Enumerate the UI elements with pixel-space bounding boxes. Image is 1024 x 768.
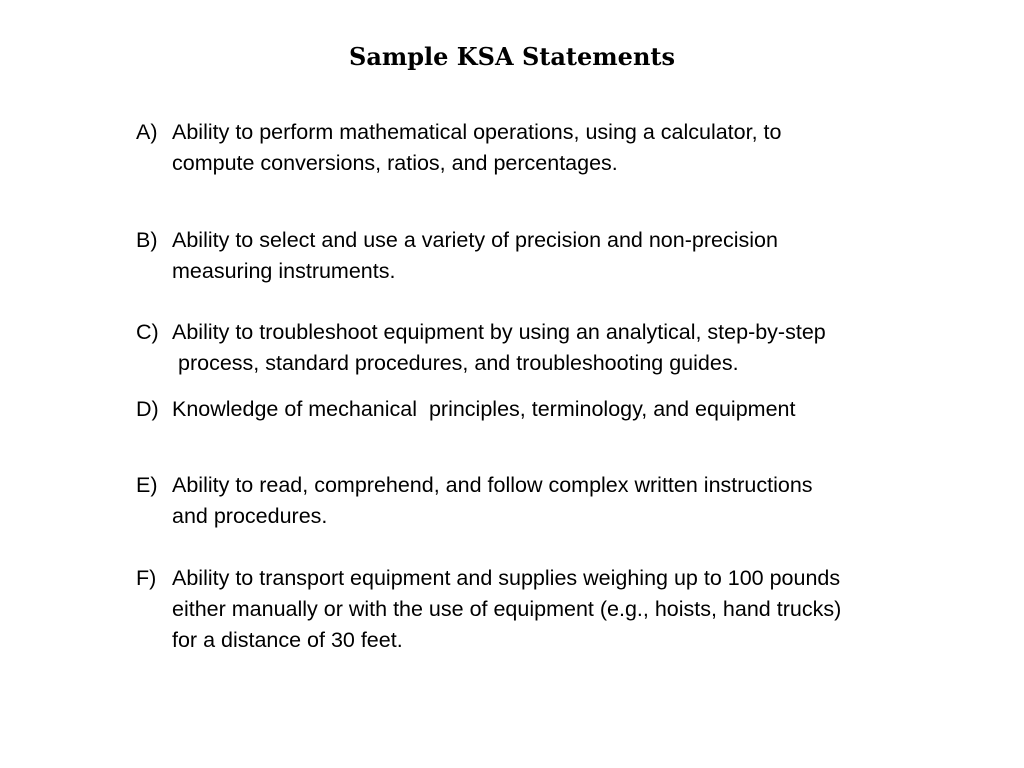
ksa-item-first-line <box>136 394 795 425</box>
ksa-item-first-line <box>136 317 826 348</box>
ksa-item-d <box>136 394 795 425</box>
ksa-item-first-line <box>136 117 781 148</box>
ksa-item-letter: E) <box>136 473 158 497</box>
ksa-item-text: Ability to read, comprehend, and follow complex written instructions <box>172 473 813 497</box>
ksa-item-first-line <box>136 225 778 256</box>
ksa-item-a <box>136 117 781 179</box>
ksa-item-letter: D) <box>136 397 159 421</box>
ksa-item-text: process, standard procedures, and troubleshooting guides. <box>178 351 739 375</box>
ksa-item-text: measuring instruments. <box>172 259 396 283</box>
ksa-item-letter: B) <box>136 228 158 252</box>
ksa-item-text: Ability to transport equipment and supplies weighing up to 100 pounds <box>172 566 841 590</box>
ksa-item-c <box>136 317 826 379</box>
ksa-item-first-line <box>136 470 813 501</box>
ksa-item-letter: C) <box>136 320 159 344</box>
ksa-item-text: Ability to troubleshoot equipment by using an analytical, step-by-step <box>172 320 826 344</box>
ksa-item-text: and procedures. <box>172 504 328 528</box>
ksa-item-b <box>136 225 778 287</box>
ksa-item-f <box>136 563 841 656</box>
ksa-item-e <box>136 470 813 532</box>
ksa-item-letter: A) <box>136 120 158 144</box>
ksa-item-text: Ability to perform mathematical operations, using a calculator, to <box>172 120 782 144</box>
ksa-item-text: for a distance of 30 feet. <box>172 628 403 652</box>
ksa-item-text: compute conversions, ratios, and percentages. <box>172 151 618 175</box>
slide-title: Sample KSA Statements <box>348 42 675 71</box>
ksa-item-text: either manually or with the use of equipment (e.g., hoists, hand trucks) <box>172 597 842 621</box>
ksa-item-text: Ability to select and use a variety of precision and non-precision <box>172 228 778 252</box>
ksa-item-letter: F) <box>136 566 157 590</box>
ksa-item-text: Knowledge of mechanical principles, terminology, and equipment <box>172 397 796 421</box>
ksa-item-first-line <box>136 563 841 594</box>
